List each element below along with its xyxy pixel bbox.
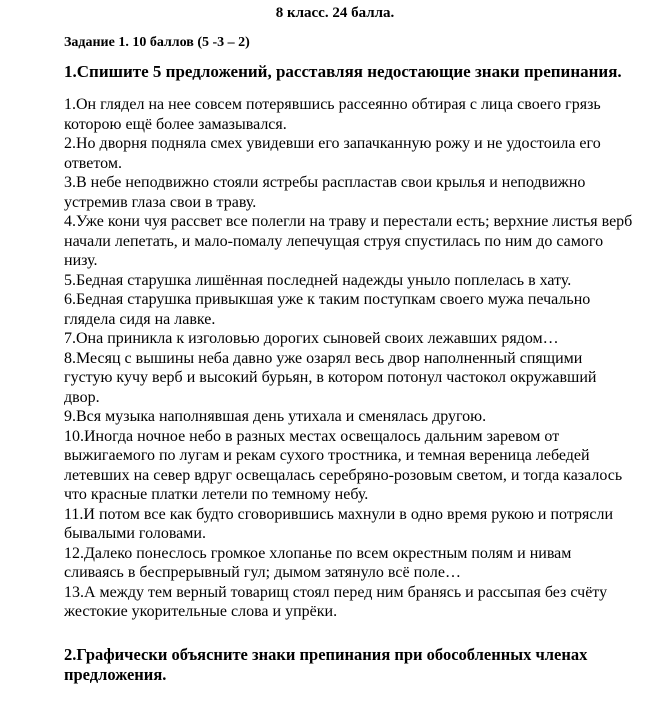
- sentence-item: 13.А между тем верный товарищ стоял перед ним бранясь и рассыпая без счёту жестокие укорительные слова и упрёки.: [64, 583, 608, 620]
- sentence-item: 5.Бедная старушка лишённая последней надежды уныло поплелась в хату.: [64, 271, 572, 289]
- task2-instruction: 2.Графически объясните знаки препинания при обособленных членах предложения.: [64, 645, 588, 684]
- sentence-item: 7.Она приникла к изголовью дорогих сыновей своих лежавших рядом…: [64, 330, 559, 347]
- sentence-item: 2.Но дворня подняла смех увидевши его запачканную рожу и не удостоила его ответом.: [64, 135, 601, 172]
- sentence-item: 4.Уже кони чуя рассвет все полегли на траву и перестали есть; верхние листья верб начали лепетать, и мало-помалу лепечущая струя спустилась по ним до самого низу.: [64, 213, 633, 269]
- sentence-item: 10.Иногда ночное небо в разных местах освещалось дальним заревом от выжигаемого по лугам и рекам сухого тростника, и темная вереница лебедей летевших на север вдруг освещалась серебряно-розовым светом, и тогда казалось что красные платки летели по темному небу.: [64, 427, 623, 503]
- sentence-item: 12.Далеко понеслось громкое хлопанье по всем окрестным полям и нивам сливаясь в беспрерывный гул; дымом затянуло всё поле…: [64, 544, 572, 581]
- page-header: 8 класс. 24 балла.: [275, 5, 395, 21]
- sentence-item: 8.Месяц с вышины неба давно уже озарял весь двор наполненный спящими густую кучу верб и высокий бурьян, в котором потонул частокол окружавший двор.: [64, 349, 597, 406]
- sentence-item: 6.Бедная старушка привыкшая уже к таким поступкам своего мужа печально глядела сидя на лавке.: [64, 291, 591, 328]
- sentence-item: 11.И потом все как будто сговорившись махнули в одно время рукою и потрясли бывалыми головами.: [64, 505, 614, 542]
- sentence-list: [64, 95, 634, 622]
- sentence-item: 1.Он глядел на нее совсем потерявшись рассеянно обтирая с лица своего грязь которою ещё более замазывался.: [64, 96, 601, 133]
- sentence-item: 9.Вся музыка наполнявшая день утихала и сменялась другою.: [64, 408, 487, 425]
- task-label: Задание 1. 10 баллов (5 -3 – 2): [64, 35, 250, 50]
- sentence-item: 3.В небе неподвижно стояли ястребы распластав свои крылья и неподвижно устремив глаза свои в траву.: [64, 174, 586, 211]
- task-instruction: 1.Спишите 5 предложений, расставляя недостающие знаки препинания.: [64, 62, 622, 81]
